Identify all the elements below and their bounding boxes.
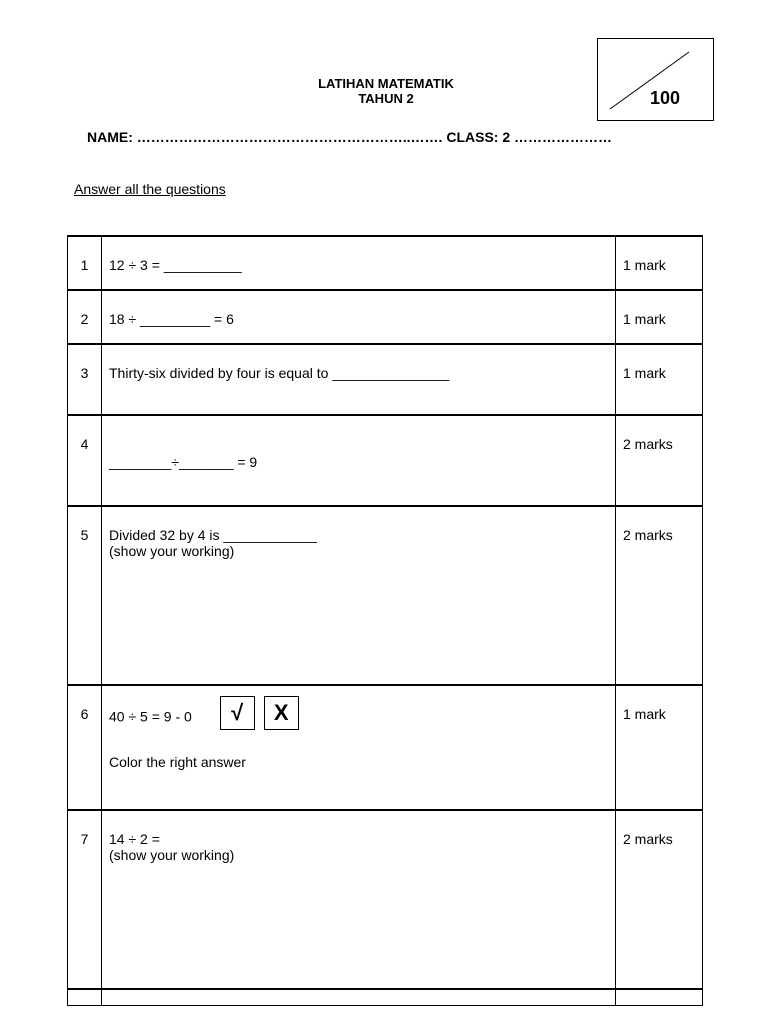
question-number: 5 [68,506,102,685]
question-number: 2 [68,290,102,344]
questions-table [67,235,703,1006]
question-row-7 [68,810,703,989]
question-row-6 [68,685,703,810]
working-instruction: (show your working) [109,543,235,559]
question-number: 7 [68,810,102,989]
question-number: 4 [68,415,102,506]
name-class-line: NAME: …………………………………………………..……. CLASS: 2 ………………… [87,129,613,145]
question-row-1 [68,236,703,290]
question-row-4 [68,415,703,506]
cross-option-box[interactable]: X [264,696,299,730]
score-slash [598,39,715,122]
question-marks: 2 marks [616,810,703,989]
question-text: 40 ÷ 5 = 9 - 0 [109,708,192,725]
question-text: 14 ÷ 2 = [109,831,160,847]
score-total: 100 [650,88,681,108]
question-number: 3 [68,344,102,415]
question-text: 18 ÷ _________ = 6 [102,290,616,344]
working-instruction: (show your working) [109,847,235,863]
question-marks: 1 mark [616,344,703,415]
question-text: ________÷_______ = 9 [109,454,258,470]
question-number: 6 [68,685,102,810]
question-text: Divided 32 by 4 is ____________ [109,527,317,543]
question-number: 1 [68,236,102,290]
question-row-partial [68,989,703,1005]
question-marks: 1 mark [616,236,703,290]
question-text: 12 ÷ 3 = __________ [102,236,616,290]
question-row-5 [68,506,703,685]
score-box [597,38,714,121]
question-row-3 [68,344,703,415]
worksheet-title [300,76,472,106]
question-row-2 [68,290,703,344]
question-marks: 2 marks [616,506,703,685]
question-marks: 1 mark [616,685,703,810]
question-marks: 2 marks [616,415,703,506]
instruction-text: Answer all the questions [74,181,226,197]
check-option-box[interactable]: √ [220,696,255,730]
question-marks: 1 mark [616,290,703,344]
question-text: Thirty-six divided by four is equal to _______________ [102,344,616,415]
color-instruction: Color the right answer [109,754,246,770]
title-line-1: LATIHAN MATEMATIK [318,76,454,91]
answer-options [220,696,299,730]
title-line-2: TAHUN 2 [358,91,414,106]
